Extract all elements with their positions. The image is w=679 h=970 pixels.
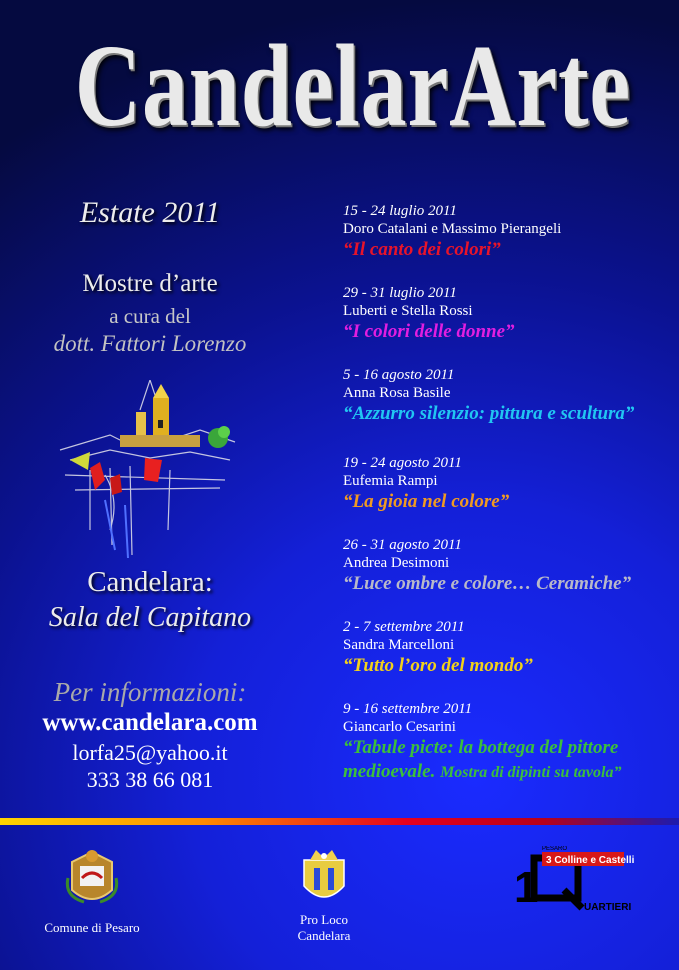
event-date: 19 - 24 agosto 2011: [343, 455, 462, 471]
website-link[interactable]: www.candelara.com: [42, 709, 258, 736]
venue-hall: Sala del Capitano: [48, 602, 252, 633]
event-subtitle: Mostra di dipinti su tavola”: [440, 764, 622, 781]
event-title: “Azzurro silenzio: pittura e scultura”: [343, 403, 635, 424]
event-artist: Doro Catalani e Massimo Pierangeli: [343, 221, 562, 237]
quartieri-top-text: PESARO: [542, 846, 568, 852]
quartieri-number: 1: [514, 863, 539, 912]
comune-crest-icon: [62, 848, 122, 910]
poster-title: CandelarArte: [74, 20, 632, 151]
event-artist: Sandra Marcelloni: [343, 637, 455, 653]
proloco-label-line2: Candelara: [297, 928, 351, 943]
event-artist: Andrea Desimoni: [343, 555, 450, 571]
event-title-main: “Tabule picte: la bottega del pittore medioevale.: [343, 737, 619, 782]
proloco-label: [264, 912, 384, 944]
event-item: [343, 366, 673, 426]
event-artist: Anna Rosa Basile: [343, 385, 451, 401]
event-title: “Tutto l’oro del mondo”: [343, 655, 533, 676]
event-date: 2 - 7 settembre 2011: [343, 619, 465, 635]
event-date: 29 - 31 luglio 2011: [343, 285, 457, 301]
quartieri-word: UARTIERI: [584, 902, 632, 912]
curator-name: dott. Fattori Lorenzo: [53, 331, 247, 356]
event-date: 9 - 16 settembre 2011: [343, 701, 473, 717]
event-item: [343, 618, 673, 678]
curated-by-label: a cura del: [109, 304, 191, 328]
comune-label: Comune di Pesaro: [44, 920, 140, 935]
event-date: 26 - 31 agosto 2011: [343, 537, 462, 553]
event-item: [343, 700, 673, 785]
event-title: “Luce ombre e colore… Ceramiche”: [343, 573, 632, 594]
proloco-label-line1: Pro Loco: [299, 912, 349, 927]
event-date: 15 - 24 luglio 2011: [343, 203, 457, 219]
event-item: [343, 284, 673, 344]
phone-number: 333 38 66 081: [86, 767, 214, 792]
quartieri-logo-icon: [512, 846, 642, 912]
castle-painting-icon: [50, 380, 250, 560]
event-item: [343, 536, 673, 596]
event-title: [343, 736, 673, 785]
email-link[interactable]: lorfa25@yahoo.it: [72, 740, 228, 765]
event-date: 5 - 16 agosto 2011: [343, 367, 455, 383]
event-item: [343, 202, 673, 262]
venue-town: Candelara:: [87, 566, 213, 598]
event-title: “Il canto dei colori”: [343, 239, 501, 260]
event-item: [343, 454, 673, 514]
season-label: Estate 2011: [79, 196, 221, 229]
color-stripe: [0, 818, 679, 825]
event-title: “La gioia nel colore”: [343, 491, 510, 512]
event-artist: Eufemia Rampi: [343, 473, 438, 489]
event-artist: Giancarlo Cesarini: [343, 719, 456, 735]
info-label: Per informazioni:: [53, 677, 247, 707]
quartieri-band-text: 3 Colline e Castelli: [546, 855, 635, 866]
proloco-crest-icon: [296, 846, 352, 910]
event-title: “I colori delle donne”: [343, 321, 515, 342]
exhibitions-label: Mostre d’arte: [82, 270, 218, 297]
event-artist: Luberti e Stella Rossi: [343, 303, 473, 319]
